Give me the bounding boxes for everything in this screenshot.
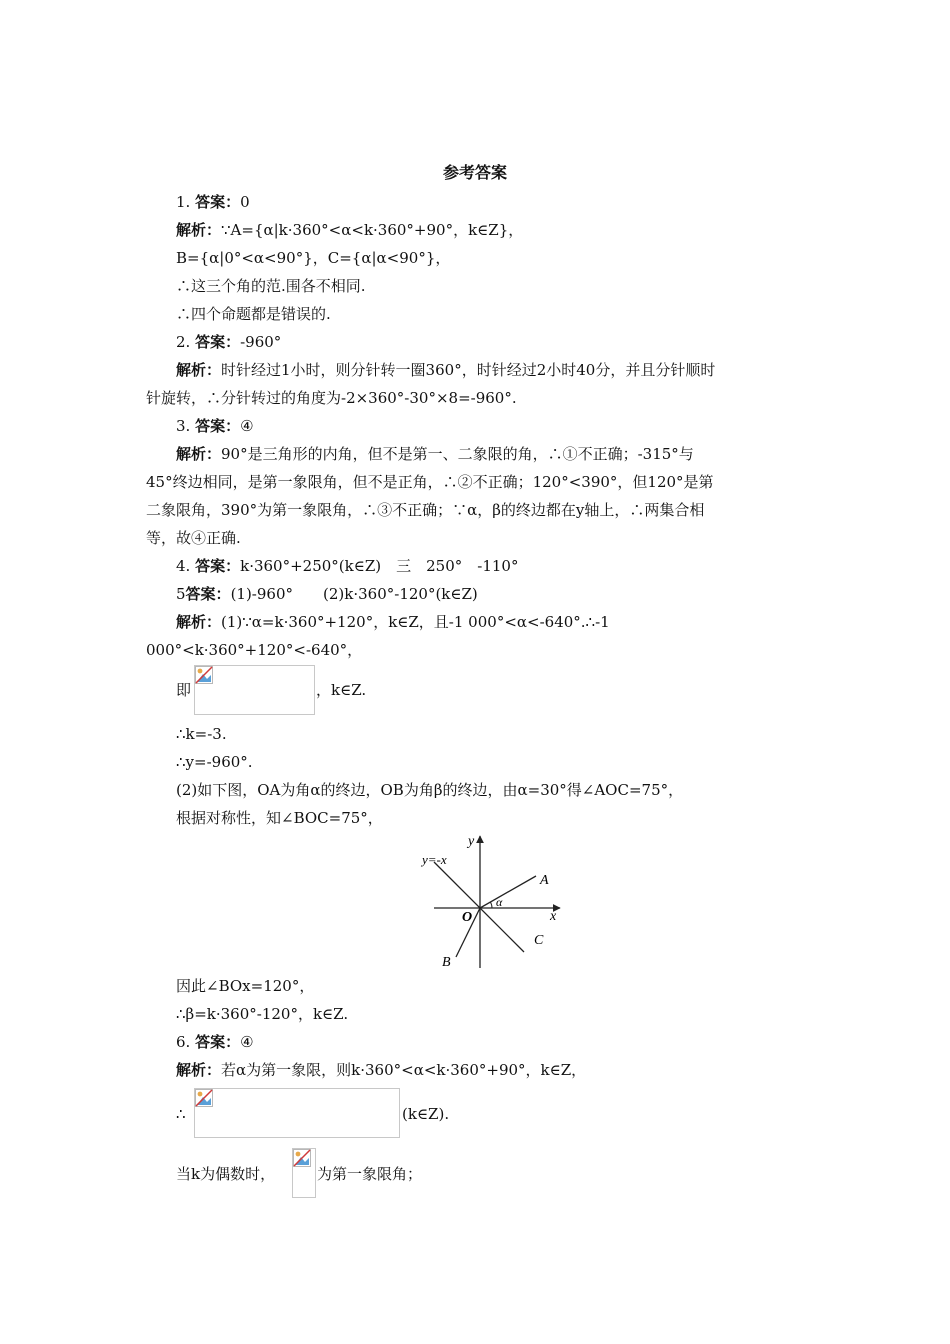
ray-oa <box>480 876 536 908</box>
q1-solution-line-4: ∴四个命题都是错误的. <box>176 305 331 323</box>
q1-answer-label: 答案： <box>195 193 241 211</box>
q4-number: 4. <box>176 557 191 575</box>
q5-solution-line-7: 根据对称性，知∠BOC=75°， <box>176 809 383 827</box>
q5-solution-line-2: 000°<k·360°+120°<-640°， <box>146 641 363 659</box>
q6-even-k-prefix: 当k为偶数时， <box>176 1165 276 1183</box>
q5-suffix-k-in-z: ，k∈Z. <box>316 681 367 699</box>
q3-answer: ④ <box>240 417 254 435</box>
q2-answer-line <box>176 332 281 352</box>
q6-answer-line <box>176 1032 254 1052</box>
broken-image-icon <box>195 666 213 684</box>
q5-solution-line-4: ∴k=-3. <box>176 725 227 743</box>
q1-solution-line-3: ∴这三个角的范.围各不相同. <box>176 277 366 295</box>
q3-answer-label: 答案： <box>195 417 241 435</box>
q6-answer: ④ <box>240 1033 254 1051</box>
q1-number: 1. <box>176 193 191 211</box>
q6-therefore: ∴ <box>176 1105 186 1123</box>
q5-solution-line-1 <box>176 612 610 632</box>
fig-label-o: O <box>462 910 473 925</box>
q1-solution-line-2: B={α|0°<α<90°}，C={α|α<90°}， <box>176 249 451 267</box>
q5-answer-line <box>176 584 478 604</box>
fig-label-b: B <box>442 955 451 970</box>
q1-solution-label: 解析： <box>176 221 222 239</box>
q5-solution-line-5: ∴y=-960°. <box>176 753 253 771</box>
q2-answer-label: 答案： <box>195 333 241 351</box>
broken-image-icon <box>293 1149 311 1167</box>
q6-solution-line-1 <box>176 1060 586 1080</box>
page-title: 参考答案 <box>442 163 507 182</box>
q5-solution-line-9: ∴β=k·360°-120°，k∈Z. <box>176 1005 349 1023</box>
q5-solution-line-6: (2)如下图，OA为角α的终边，OB为角β的终边，由α=30°得∠AOC=75°， <box>176 781 684 799</box>
q3-solution-line-4: 等，故④正确. <box>146 529 241 547</box>
q2-solution-text-1: 时针经过1小时，则分针转一圈360°，时针经过2小时40分，并且分针顺时 <box>221 361 716 379</box>
q3-number: 3. <box>176 417 191 435</box>
q2-solution-label: 解析： <box>176 361 222 379</box>
terminal-side-figure <box>420 830 570 972</box>
q1-answer: 0 <box>240 193 250 211</box>
q4-answer-line <box>176 556 518 576</box>
fig-label-x: x <box>550 909 557 924</box>
q6-k-in-z: (k∈Z). <box>402 1105 450 1123</box>
q4-answer: k·360°+250°(k∈Z) 三 250° -110° <box>240 557 519 575</box>
q5-prefix-ji: 即 <box>176 681 192 699</box>
line-y-eq-neg-x <box>434 862 524 952</box>
q6-solution-text-1: 若α为第一象限，则k·360°<α<k·360°+90°，k∈Z， <box>221 1061 587 1079</box>
q3-solution-text-1: 90°是三角形的内角，但不是第一、二象限的角，∴①不正确；-315°与 <box>221 445 694 463</box>
q1-answer-line <box>176 192 250 212</box>
q5-formula-image <box>194 665 315 715</box>
fig-label-alpha: α <box>496 895 503 909</box>
q6-formula-image <box>194 1088 400 1138</box>
q1-solution-text-1: ∵A={α|k·360°<α<k·360°+90°，k∈Z}， <box>221 221 524 239</box>
q6-small-formula-image <box>292 1148 316 1198</box>
q3-answer-line <box>176 416 254 436</box>
q3-solution-line-2: 45°终边相同，是第一象限角，但不是正角，∴②不正确；120°<390°，但120°是第 <box>146 473 714 491</box>
q3-solution-label: 解析： <box>176 445 222 463</box>
q3-solution-line-1 <box>176 444 694 464</box>
q2-answer: -960° <box>240 333 282 351</box>
q6-answer-label: 答案： <box>195 1033 241 1051</box>
q2-solution-line-1 <box>176 360 715 380</box>
q5-solution-label: 解析： <box>176 613 222 631</box>
q5-answer-label: 答案： <box>185 585 231 603</box>
q6-number: 6. <box>176 1033 191 1051</box>
q2-solution-line-2: 针旋转，∴分针转过的角度为-2×360°-30°×8=-960°. <box>146 389 517 407</box>
q5-answer: (1)-960° (2)k·360°-120°(k∈Z) <box>230 585 478 603</box>
angle-alpha-arc <box>490 902 492 908</box>
fig-label-c: C <box>534 933 544 948</box>
q6-solution-label: 解析： <box>176 1061 222 1079</box>
fig-label-y-eq-neg-x: y=-x <box>422 852 447 867</box>
q5-number: 5 <box>176 585 186 603</box>
broken-image-icon <box>195 1089 213 1107</box>
q1-solution-line-1 <box>176 220 523 240</box>
fig-label-y: y <box>468 834 475 849</box>
q6-even-k-suffix: 为第一象限角； <box>317 1165 423 1183</box>
q5-solution-text-1: (1)∵α=k·360°+120°，k∈Z，且-1 000°<α<-640°.∴-1 <box>221 613 610 631</box>
q5-solution-line-8: 因此∠BOx=120°， <box>176 977 315 995</box>
q4-answer-label: 答案： <box>195 557 241 575</box>
q3-solution-line-3: 二象限角，390°为第一象限角，∴③不正确；∵α，β的终边都在y轴上，∴两集合相 <box>146 501 705 519</box>
fig-label-a: A <box>540 873 549 888</box>
q2-number: 2. <box>176 333 191 351</box>
